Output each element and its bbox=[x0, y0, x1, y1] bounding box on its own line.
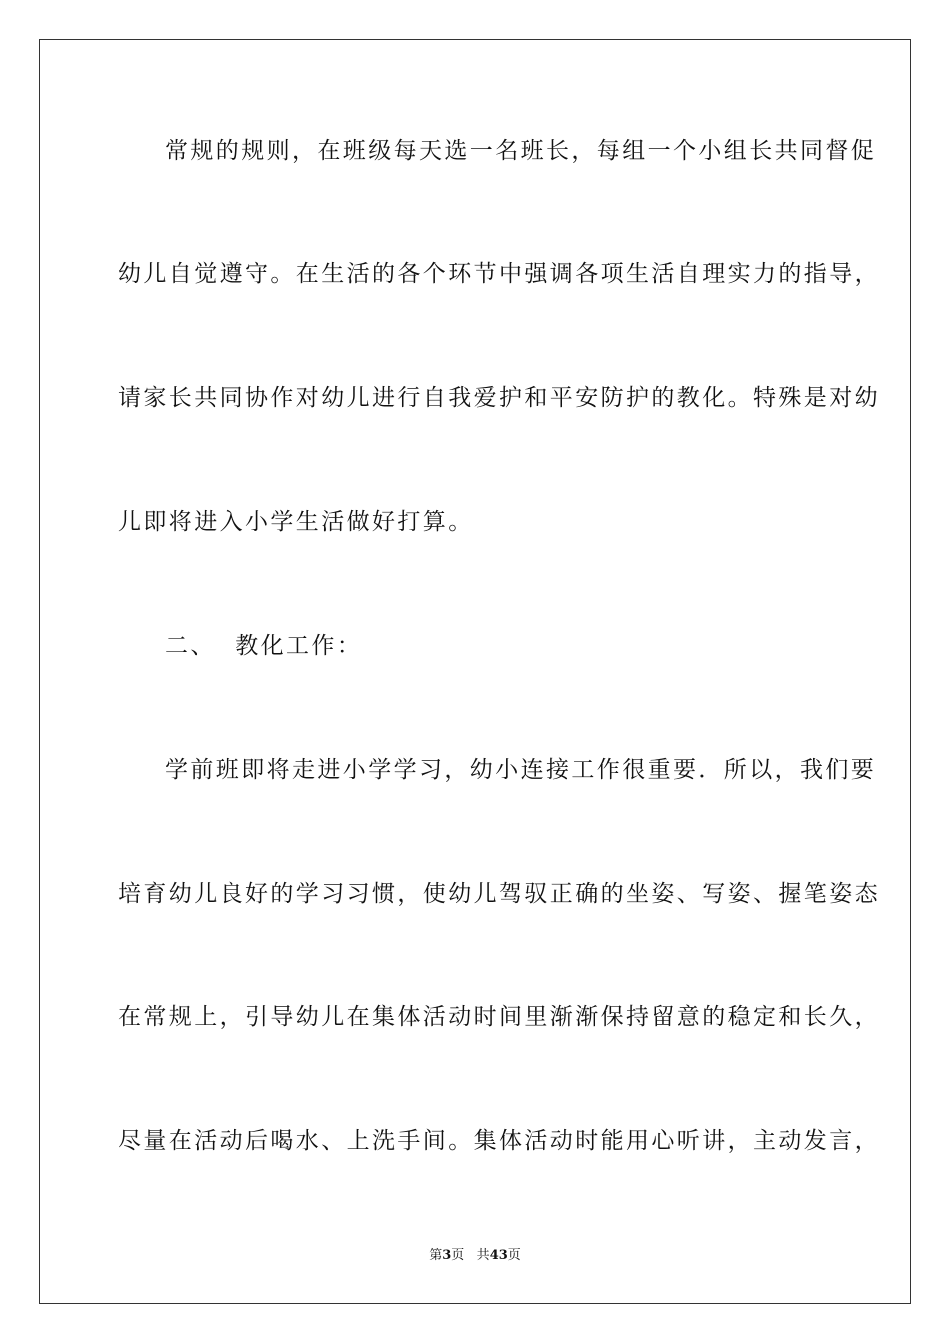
footer-total-pages: 43 bbox=[489, 1248, 508, 1263]
paragraph-line: 学前班即将走进小学学习，幼小连接工作很重要．所以，我们要 bbox=[165, 757, 877, 783]
footer-total-suffix: 页 bbox=[507, 1248, 521, 1263]
footer-prefix: 第 bbox=[429, 1248, 443, 1263]
page-footer bbox=[0, 1247, 950, 1265]
paragraph-line: 在常规上，引导幼儿在集体活动时间里渐渐保持留意的稳定和长久， bbox=[118, 1004, 880, 1030]
paragraph-line: 请家长共同协作对幼儿进行自我爱护和平安防护的教化。特殊是对幼 bbox=[118, 385, 880, 411]
footer-page-suffix: 页 bbox=[451, 1248, 465, 1263]
paragraph-line: 儿即将进入小学生活做好打算。 bbox=[118, 509, 474, 535]
footer-page-number: 3 bbox=[442, 1248, 452, 1263]
section-heading: 二、 教化工作： bbox=[165, 633, 363, 659]
page-border bbox=[39, 39, 911, 1304]
paragraph-line: 培育幼儿良好的学习习惯，使幼儿驾驭正确的坐姿、写姿、握笔姿态 bbox=[118, 881, 880, 907]
footer-total-prefix: 共 bbox=[476, 1248, 490, 1263]
paragraph-line: 幼儿自觉遵守。在生活的各个环节中强调各项生活自理实力的指导， bbox=[118, 261, 880, 287]
paragraph-line: 尽量在活动后喝水、上洗手间。集体活动时能用心听讲，主动发言， bbox=[118, 1128, 880, 1154]
paragraph-line: 常规的规则，在班级每天选一名班长，每组一个小组长共同督促 bbox=[165, 138, 877, 164]
